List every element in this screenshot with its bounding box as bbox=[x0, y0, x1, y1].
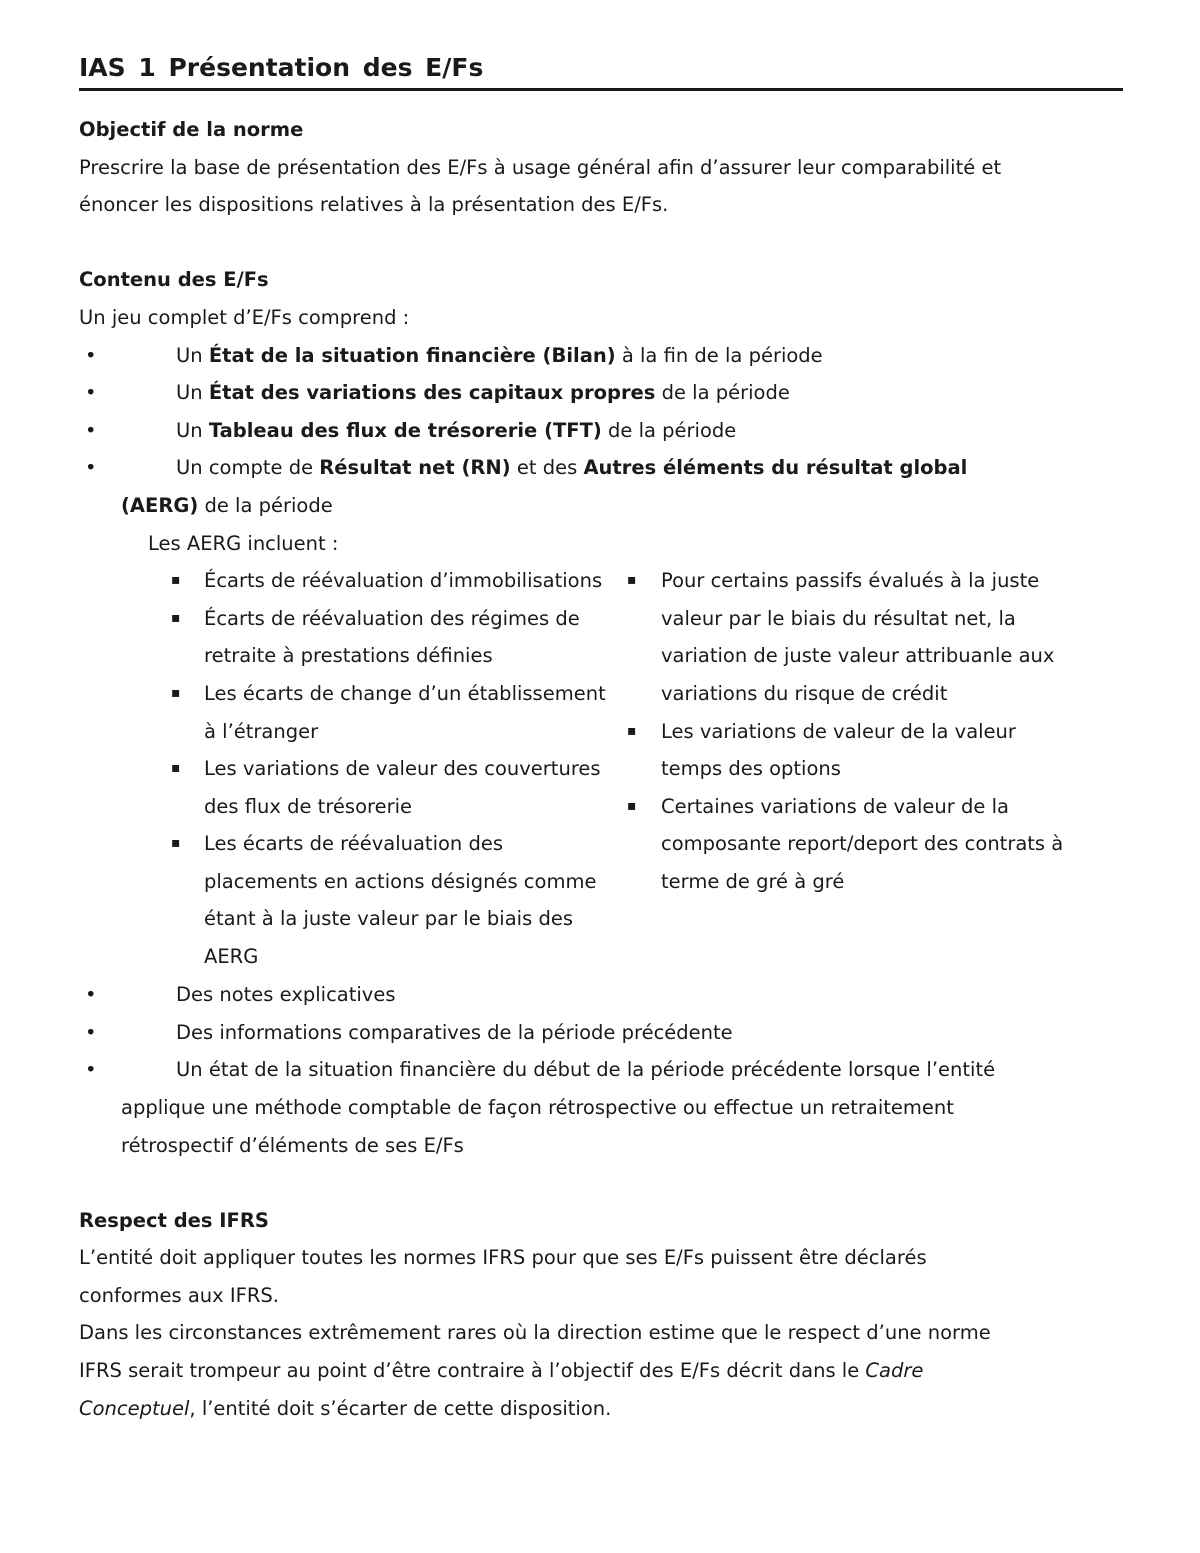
respect-p1-line-2: conformes aux IFRS. bbox=[79, 1283, 279, 1307]
respect-heading: Respect des IFRS bbox=[79, 1208, 269, 1232]
square-bullet-icon: ▪ bbox=[627, 572, 637, 589]
list-item: • Un État des variations des capitaux propres de la période bbox=[79, 374, 1123, 412]
aerg-right-column bbox=[627, 562, 1107, 900]
square-bullet-icon: ▪ bbox=[627, 722, 637, 739]
aerg-item: ▪ Les variations de valeur des couvertures des flux de trésorerie bbox=[171, 750, 651, 825]
bullet-icon: • bbox=[85, 418, 97, 442]
aerg-item: ▪ Écarts de réévaluation des régimes de retraite à prestations définies bbox=[171, 600, 651, 675]
aerg-item: ▪ Pour certains passifs évalués à la juste valeur par le biais du résultat net, la variation de juste valeur attribuanle aux variations du risque de crédit bbox=[627, 562, 1107, 712]
square-bullet-icon: ▪ bbox=[171, 572, 181, 589]
bullet-icon: • bbox=[85, 343, 97, 367]
respect-p2-line-1: Dans les circonstances extrêmement rares où la direction estime que le respect d’une norme bbox=[79, 1321, 991, 1345]
aerg-item: ▪ Certaines variations de valeur de la composante report/deport des contrats à terme de gré à gré bbox=[627, 788, 1107, 901]
respect-p2-line-3: Conceptuel, l’entité doit s’écarter de cette disposition. bbox=[79, 1396, 612, 1420]
objectif-line-1: Prescrire la base de présentation des E/Fs à usage général afin d’assurer leur comparabilité et bbox=[79, 155, 1002, 179]
list-item: • Des informations comparatives de la période précédente bbox=[79, 1014, 1123, 1052]
respect-p2-line-2: IFRS serait trompeur au point d’être contraire à l’objectif des E/Fs décrit dans le Cadre bbox=[79, 1359, 924, 1383]
respect-p1-line-1: L’entité doit appliquer toutes les normes IFRS pour que ses E/Fs puissent être déclarés bbox=[79, 1246, 927, 1270]
aerg-item: ▪ Les variations de valeur de la valeur temps des options bbox=[627, 713, 1107, 788]
square-bullet-icon: ▪ bbox=[627, 797, 637, 814]
list-item: • Des notes explicatives bbox=[79, 976, 1123, 1014]
square-bullet-icon: ▪ bbox=[171, 835, 181, 852]
bullet-icon: • bbox=[85, 1020, 97, 1044]
aerg-columns bbox=[79, 562, 1123, 976]
aerg-item: ▪ Les écarts de réévaluation des placements en actions désignés comme étant à la juste valeur par le biais des AERG bbox=[171, 825, 651, 975]
list-item: • Un compte de Résultat net (RN) et des Autres éléments du résultat global (AERG) de la période bbox=[79, 449, 1123, 524]
list-item: • Un état de la situation financière du début de la période précédente lorsque l’entité applique une méthode comptable de façon rétrospective ou effectue un retraitement rétrospectif d’éléments de ses E/Fs bbox=[79, 1051, 1123, 1164]
square-bullet-icon: ▪ bbox=[171, 760, 181, 777]
aerg-left-column bbox=[171, 562, 651, 976]
aerg-intro: Les AERG incluent : bbox=[148, 531, 339, 555]
objectif-line-2: énoncer les dispositions relatives à la présentation des E/Fs. bbox=[79, 193, 669, 217]
bullet-icon: • bbox=[85, 1058, 97, 1082]
bullet-icon: • bbox=[85, 456, 97, 480]
objectif-heading: Objectif de la norme bbox=[79, 118, 304, 141]
page-title: IAS 1 Présentation des E/Fs bbox=[79, 48, 1123, 91]
square-bullet-icon: ▪ bbox=[171, 609, 181, 626]
contenu-intro: Un jeu complet d’E/Fs comprend : bbox=[79, 305, 410, 329]
list-item: • Un Tableau des flux de trésorerie (TFT) de la période bbox=[79, 412, 1123, 450]
contenu-heading: Contenu des E/Fs bbox=[79, 268, 269, 292]
document-page bbox=[79, 48, 1123, 1427]
list-item: • Un État de la situation financière (Bilan) à la fin de la période bbox=[79, 337, 1123, 375]
bullet-icon: • bbox=[85, 983, 97, 1007]
bullet-icon: • bbox=[85, 381, 97, 405]
aerg-item: ▪ Les écarts de change d’un établissement à l’étranger bbox=[171, 675, 651, 750]
square-bullet-icon: ▪ bbox=[171, 684, 181, 701]
aerg-item: ▪ Écarts de réévaluation d’immobilisations bbox=[171, 562, 651, 600]
